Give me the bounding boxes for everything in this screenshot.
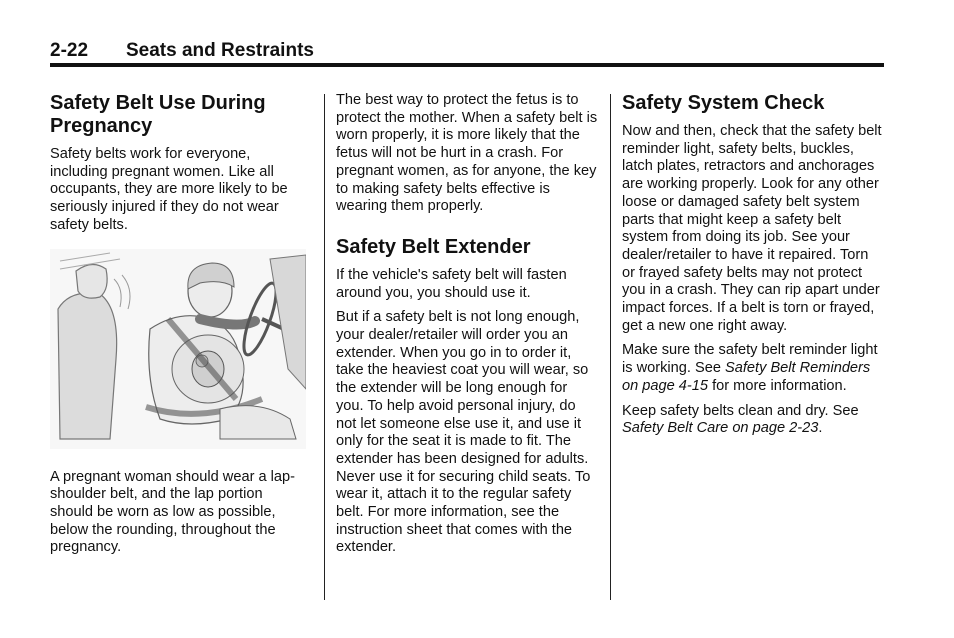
header-rule — [50, 63, 884, 67]
care-text-start: Keep safety belts clean and dry. See — [622, 402, 859, 419]
illustration-caption: A pregnant woman should wear a lap-shoulder belt, and the lap portion should be worn as low as possible, below the rounding, throughout the pregnancy. — [50, 468, 296, 556]
pregnant-woman-illustration — [50, 249, 306, 449]
pregnancy-paragraph: Safety belts work for everyone, including pregnant women. Like all occupants, they are more likely to be seriously injured if they do not wear safety belts. — [50, 146, 288, 233]
illustration-graphic — [50, 249, 306, 449]
pregnancy-heading: Safety Belt Use During Pregnancy — [50, 92, 266, 137]
column-1 — [50, 92, 306, 564]
extender-heading: Safety Belt Extender — [336, 235, 531, 258]
extender-paragraph-2: But if a safety belt is not long enough, your dealer/retailer will order you an extender. When you go in to order it, take the heaviest coat you will wear, so the extender will be long enough for you. To help avoid personal injury, do not let someone else use it, and use it only for the seat it is made to fit. The extender has been designed for adults. Never use it for securing child seats. To wear it, attach it to the regular safety belt. For more information, see the instruction sheet that comes with the extender. — [336, 309, 591, 556]
page-header — [50, 40, 884, 66]
reminder-text-end: for more information. — [708, 377, 847, 394]
care-text-end: . — [818, 420, 823, 437]
system-check-paragraph-2 — [622, 342, 884, 395]
section-title: Seats and Restraints — [126, 40, 314, 61]
system-check-heading: Safety System Check — [622, 92, 825, 114]
reminder-text-start: Make sure the safety belt reminder light is working. See — [622, 342, 878, 377]
column-3 — [622, 92, 884, 445]
care-page-link[interactable]: Safety Belt Care on page 2-23 — [622, 420, 819, 437]
column-2 — [336, 92, 598, 564]
reminder-page-link[interactable]: Safety Belt Reminders on page 4-15 — [622, 360, 871, 394]
column-divider-1 — [324, 94, 325, 600]
column-divider-2 — [610, 94, 611, 600]
system-check-paragraph-1: Now and then, check that the safety belt reminder light, safety belts, buckles, latch plates, retractors and anchorages are working properly. Look for any other loose or damaged safety belt system parts that might keep a safety belt system from doing its job. See your dealer/retailer to have it repaired. Torn or frayed safety belts may not protect you in a crash. They can rip apart under impact forces. If a belt is torn or frayed, get a new one right away. — [622, 123, 882, 334]
extender-paragraph-1: If the vehicle's safety belt will fasten around you, you should use it. — [336, 266, 567, 301]
fetus-paragraph: The best way to protect the fetus is to protect the mother. When a safety belt is worn properly, it is more likely that the fetus will not be hurt in a crash. For pregnant women, as for anyone, the key to making safety belts effective is wearing them properly. — [336, 92, 598, 215]
page-number: 2-22 — [50, 40, 89, 61]
system-check-paragraph-3 — [622, 403, 884, 438]
